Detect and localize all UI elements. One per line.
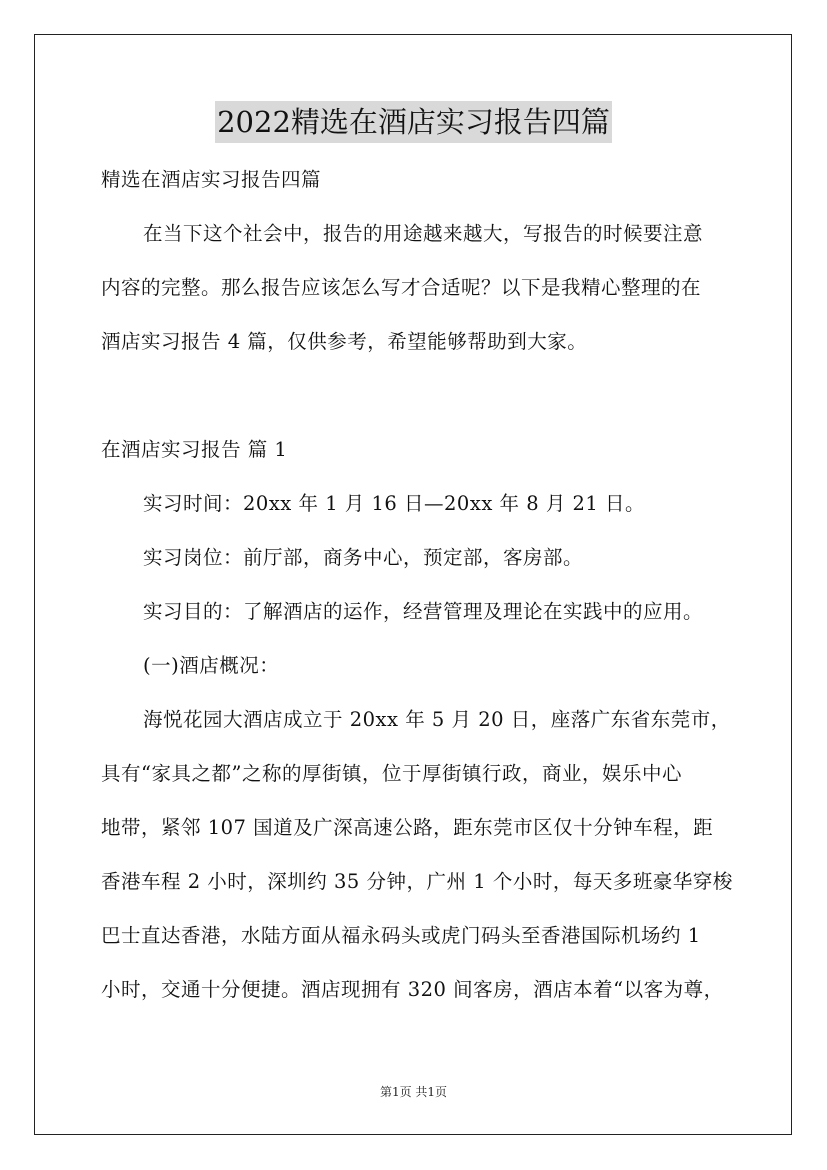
intro-line: 在当下这个社会中，报告的用途越来越大，写报告的时候要注意 [143, 222, 704, 245]
document-title: 2022精选在酒店实习报告四篇 [215, 101, 612, 143]
section-heading: 在酒店实习报告 篇 1 [101, 438, 288, 461]
body-line: 小时，交通十分便捷。酒店现拥有 320 间客房，酒店本着“以客为尊， [101, 978, 724, 1001]
item-line: (一)酒店概况： [143, 654, 280, 677]
document-subtitle: 精选在酒店实习报告四篇 [101, 168, 322, 191]
item-line: 实习时间：20xx 年 1 月 16 日—20xx 年 8 月 21 日。 [143, 492, 646, 515]
body-line: 地带，紧邻 107 国道及广深高速公路，距东莞市区仅十分钟车程，距 [101, 816, 714, 839]
document-body [101, 166, 733, 1030]
page-footer: 第1页 共1页 [379, 1085, 448, 1099]
intro-line: 内容的完整。那么报告应该怎么写才合适呢？以下是我精心整理的在 [101, 276, 702, 299]
body-line: 具有“家具之都”之称的厚街镇，位于厚街镇行政，商业，娱乐中心 [101, 762, 682, 785]
spacer [101, 382, 733, 436]
body-line: 香港车程 2 小时，深圳约 35 分钟，广州 1 个小时，每天多班豪华穿梭 [101, 870, 733, 893]
intro-line: 酒店实习报告 4 篇，仅供参考，希望能够帮助到大家。 [101, 330, 588, 353]
body-line: 巴士直达香港，水陆方面从福永码头或虎门码头至香港国际机场约 1 [101, 924, 701, 947]
item-line: 实习目的：了解酒店的运作，经营管理及理论在实践中的应用。 [143, 600, 704, 623]
item-line: 实习岗位：前厅部，商务中心，预定部，客房部。 [143, 546, 584, 569]
title-container [0, 101, 827, 143]
body-line: 海悦花园大酒店成立于 20xx 年 5 月 20 日，座落广东省东莞市， [143, 708, 731, 731]
